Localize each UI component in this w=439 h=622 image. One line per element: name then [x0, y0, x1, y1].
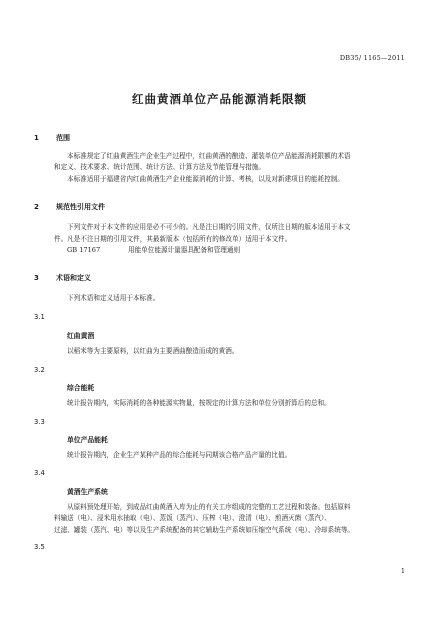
standard-code: DB35/ 1165—2011 — [339, 54, 405, 62]
term-definition: 料输送（电）、浸米用水抽取（电）、蒸饭（蒸汽）、压榨（电）、澄清（电）、煎酒灭菌（蒸汽）、 — [54, 514, 331, 522]
term-title: 单位产品能耗 — [67, 436, 108, 444]
subsection-number: 3.1 — [34, 313, 45, 321]
term-definition: 统计报告期内，实际消耗的各种能源实物量，按规定的计算方法和单位分别折算后的总和。 — [67, 399, 331, 407]
page-title: 红曲黄酒单位产品能源消耗限额 — [132, 92, 307, 106]
term-definition: 统计报告期内，企业生产某种产品的综合能耗与同期该合格产品产量的比值。 — [67, 451, 292, 459]
section-title: 规范性引用文件 — [56, 203, 105, 211]
paragraph: 下列术语和定义适用于本标准。 — [67, 294, 160, 302]
term-title: 红曲黄酒 — [67, 332, 95, 340]
subsection-number: 3.4 — [34, 469, 45, 477]
section-3-heading — [34, 273, 91, 283]
section-title: 范围 — [56, 134, 70, 142]
subsection-number: 3.5 — [34, 543, 45, 551]
paragraph: 件。凡是不注日期的引用文件，其最新版本（包括所有的修改单）适用于本文件。 — [54, 235, 292, 243]
term-definition: 过滤、罐装（蒸汽、电）等以及生产系统配备的其它辅助生产系统如压缩空气系统（电）、冷却系统等。 — [54, 526, 355, 534]
term-definition: 以稻米等为主要原料，以红曲为主要酒曲酿造而成的黄酒。 — [67, 347, 239, 355]
section-1-heading — [34, 133, 70, 143]
paragraph: 本标准适用于福建省内红曲黄酒生产企业能源消耗的计算、考核，以及对新建项目的能耗控制。 — [67, 175, 344, 183]
reference-code: GB 17167 — [67, 246, 101, 254]
paragraph: 下列文件对于本文件的应用是必不可少的。凡是注日期的引用文件，仅所注日期的版本适用于本文 — [67, 223, 351, 231]
subsection-number: 3.2 — [34, 366, 45, 374]
subsection-number: 3.3 — [34, 418, 45, 426]
section-title: 术语和定义 — [56, 274, 91, 282]
paragraph: 本标准规定了红曲黄酒生产企业生产过程中，红曲黄酒的酿造、灌装单位产品能源消耗限额的术语 — [67, 152, 351, 160]
section-number: 1 — [34, 134, 39, 142]
section-2-heading — [34, 202, 105, 212]
section-number: 2 — [34, 203, 39, 211]
page-number: 1 — [400, 567, 405, 575]
term-title: 综合能耗 — [67, 384, 95, 392]
term-definition: 从原料预处理开始，到成品红曲黄酒入库为止的有关工序组成的完整的工艺过程和装备。包括原料 — [67, 503, 351, 511]
term-title: 黄酒生产系统 — [67, 488, 108, 496]
paragraph: 和定义、技术要求、统计范围、统计方法、计算方法及节能管理与措施。 — [54, 163, 265, 171]
section-number: 3 — [34, 274, 39, 282]
reference-title: 用能单位能源计量器具配备和管理通则 — [128, 246, 241, 254]
